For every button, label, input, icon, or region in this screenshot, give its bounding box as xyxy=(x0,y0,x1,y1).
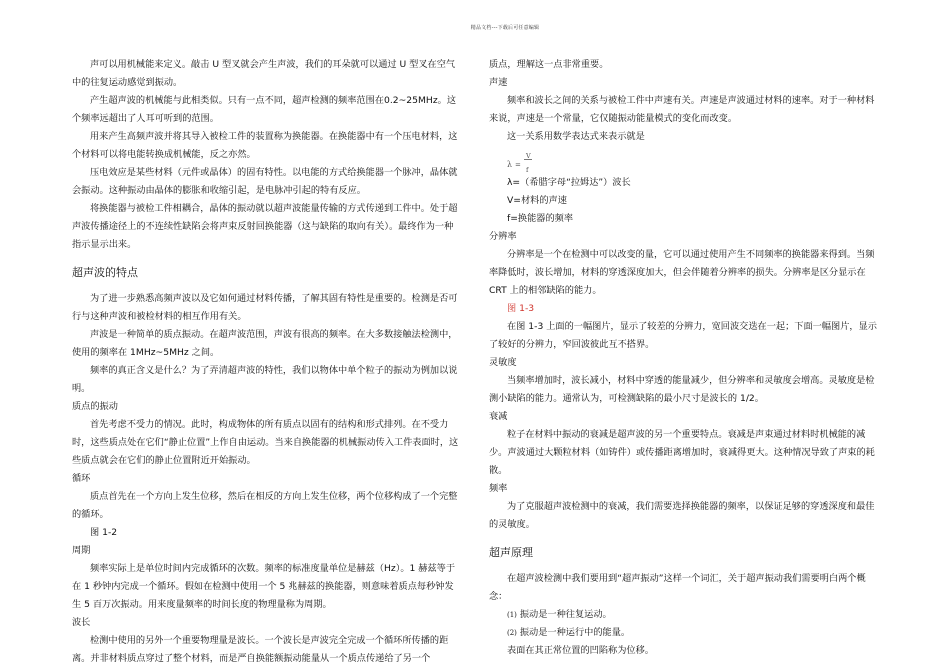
intro-paragraph-3: 用来产生高频声波并将其导入被检工件的装置称为换能器。在换能器中有一个压电材料，这个材料可以将电能转换成机械能，反之亦然。 xyxy=(72,131,458,160)
definition-velocity: V=材料的声速 xyxy=(507,195,567,206)
figure-label-1-3: 图 1-3 xyxy=(507,303,535,314)
heading-sensitivity: 灵敏度 xyxy=(489,357,517,368)
formula-denominator: f xyxy=(526,166,529,174)
wavelength-paragraph: 检测中使用的另外一个重要物理量是波长。一个波长是声波完全完成一个循环所传播的距离。并非材料质点穿过了整个材料，而是严自换能额振动能量从一个质点传递给了另一个 xyxy=(72,635,449,664)
features-paragraph-2: 声波是一种简单的质点振动。在超声波范围，声波有很高的频率。在大多数接触法检测中，使用的频率在 1MHz~5MHz 之间。 xyxy=(72,329,458,358)
math-intro: 这一关系用数学表达式来表示就是 xyxy=(507,131,645,142)
features-paragraph-1: 为了进一步熟悉高频声波以及它如何通过材料传播，了解其固有特性是重要的。检测是否可行与这种声波和被检材料的相互作用有关。 xyxy=(72,293,458,322)
period-paragraph: 频率实际上是单位时间内完成循环的次数。频率的标准度量单位是赫兹（Hz）。1 赫兹等于在 1 秒钟内完成一个循环。假如在检测中使用一个 5 兆赫兹的换能器，则意味着质点每秒钟发生 5 百万次振动。用来度量频率的时间长度的物理量称为周期。 xyxy=(72,563,456,610)
displacement-paragraph: 表面在其正常位置的凹陷称为位移。 xyxy=(507,645,654,656)
right-column xyxy=(489,56,879,660)
heading-attenuation: 衰减 xyxy=(489,411,508,422)
frequency-paragraph: 为了克服超声波检测中的衰减，我们需要选择换能器的频率，以保证足够的穿透深度和最佳的灵敏度。 xyxy=(489,501,875,530)
attenuation-paragraph: 粒子在材料中振动的衰减是超声波的另一个重要特点。衰减是声束通过材料时机械能的减少。声波通过大颗粒材料（如铸件）或传播距离增加时，衰减得更大。这种情况导致了声束的耗散。 xyxy=(489,429,875,476)
page-header: 精品文档---下载后可任意编辑 xyxy=(470,25,540,31)
left-column xyxy=(72,56,460,668)
list-item xyxy=(489,606,879,624)
intro-paragraph-4: 压电效应是某些材料（元件或晶体）的固有特性。以电能的方式给换能器一个脉冲，晶体就会振动。这种振动由晶体的膨胀和收缩引起，是电脉冲引起的特有反应。 xyxy=(72,167,458,196)
definition-lambda: λ=（希腊字母“拉姆达”）波长 xyxy=(507,177,631,188)
list-number: (2) xyxy=(507,629,517,637)
formula-lambda: λ xyxy=(507,160,513,169)
formula-equals: = xyxy=(515,161,521,169)
features-paragraph-3: 频率的真正含义是什么？为了弄清超声波的特性，我们以物体中单个粒子的振动为例加以说明。 xyxy=(72,365,458,394)
intro-paragraph-5: 将换能器与被检工件相耦合，晶体的振动就以超声波能量传输的方式传递到工件中。处于超声波传播途径上的不连续性缺陷会将声束反射回换能器（这与缺陷的取向有关）。最终作为一种指示显示出来。 xyxy=(72,203,458,250)
heading-frequency: 频率 xyxy=(489,483,508,494)
list-number: (1) xyxy=(507,611,517,619)
figure-label-1-2: 图 1-2 xyxy=(90,527,118,538)
heading-vibration: 质点的振动 xyxy=(72,401,118,412)
sensitivity-paragraph: 当频率增加时，波长减小，材料中穿透的能量减少，但分辨率和灵敏度会增高。灵敏度是检测小缺陷的能力。通常认为，可检测缺陷的最小尺寸是波长的 1/2。 xyxy=(489,375,875,404)
section-title-features: 超声波的特点 xyxy=(72,266,138,279)
heading-wavelength: 波长 xyxy=(72,617,91,628)
cycle-paragraph: 质点首先在一个方向上发生位移，然后在相反的方向上发生位移，两个位移构成了一个完整的循环。 xyxy=(72,491,458,520)
resolution-paragraph: 分辨率是一个在检测中可以改变的量，它可以通过使用产生不同频率的换能器来得到。当频率降低时，波长增加，材料的穿透深度加大，但会伴随着分辨率的损失。分辨率是区分显示在 CRT 上的相邻缺陷的能力。 xyxy=(489,249,875,296)
velocity-paragraph: 频率和波长之间的关系与被检工件中声速有关。声速是声波通过材料的速率。对于一种材料来说，声速是一个常量，它仅随振动能量模式的变化而改变。 xyxy=(489,95,875,124)
heading-resolution: 分辨率 xyxy=(489,231,517,242)
heading-velocity: 声速 xyxy=(489,77,508,88)
intro-paragraph-1: 声可以用机械能来定义。敲击 U 型叉就会产生声波，我们的耳朵就可以通过 U 型叉在空气中的往复运动感觉到振动。 xyxy=(72,59,456,88)
list-text: 振动是一种运行中的能量。 xyxy=(519,627,631,638)
intro-paragraph-2: 产生超声波的机械能与此相类似。只有一点不同，超声检测的频率范围在0.2~25MHz。这个频率远超出了人耳可听到的范围。 xyxy=(72,95,457,124)
list-text: 振动是一种往复运动。 xyxy=(519,609,612,620)
section-title-principle: 超声原理 xyxy=(489,546,533,559)
vibration-paragraph: 首先考虑不受力的情况。此时，构成物体的所有质点以固有的结构和形式排列。在不受力时，这些质点处在它们“静止位置”上作自由运动。当来自换能器的机械振动传入工件表面时，这些质点就会在它们的静止位置附近开始振动。 xyxy=(72,419,459,466)
continuation-text: 质点，理解这一点非常重要。 xyxy=(489,59,609,70)
principle-paragraph: 在超声波检测中我们要用到“超声振动”这样一个词汇，关于超声振动我们需要明白两个概念： xyxy=(489,573,866,602)
definition-frequency: f=换能器的频率 xyxy=(507,213,574,224)
heading-period: 周期 xyxy=(72,545,91,556)
formula-fraction-bar xyxy=(524,159,532,160)
wavelength-formula xyxy=(507,148,879,174)
list-item xyxy=(489,624,879,642)
heading-cycle: 循环 xyxy=(72,473,91,484)
formula-numerator: V xyxy=(526,152,531,160)
figure-1-3-description: 在图 1-3 上面的一幅图片，显示了较差的分辨力，宽回波交迭在一起；下面一幅图片，显示了较好的分辨力，窄回波彼此互不搭界。 xyxy=(489,321,877,350)
